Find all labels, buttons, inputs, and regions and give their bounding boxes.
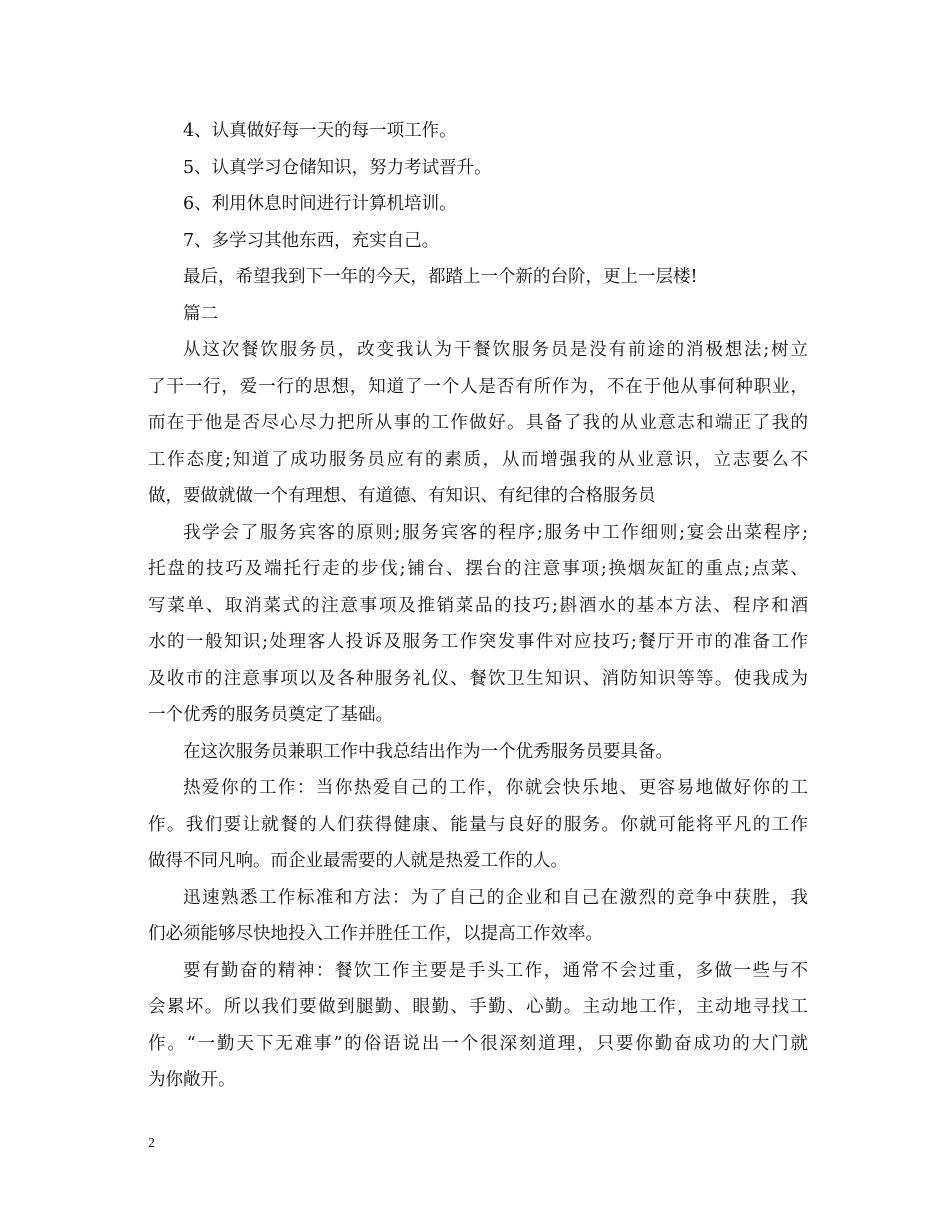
text-line: 写菜单、取消菜式的注意事项及推销菜品的技巧;斟酒水的基本方法、程序和酒 <box>148 595 808 616</box>
text-line: 们必须能够尽快地投入工作并胜任工作，以提高工作效率。 <box>148 924 603 944</box>
text-line: 7、多学习其他东西，充实自己。 <box>183 230 440 251</box>
text-line: 6、利用休息时间进行计算机培训。 <box>183 194 457 214</box>
text-line: 要有勤奋的精神：餐饮工作主要是手头工作，通常不会过重，多做一些与不 <box>183 960 808 981</box>
text-line: 了干一行，爱一行的思想，知道了一个人是否有所作为，不在于他从事何种职业， <box>148 376 808 397</box>
text-line: 5、认真学习仓储知识，努力考试晋升。 <box>183 157 492 178</box>
text-line: 托盘的技巧及端托行走的步伐;铺台、摆台的注意事项;换烟灰缸的重点;点菜、 <box>148 559 808 579</box>
text-line: 最后，希望我到下一年的今天，都踏上一个新的台阶，更上一层楼! <box>183 267 698 287</box>
text-line: 做得不同凡响。而企业最需要的人就是热爱工作的人。 <box>148 851 568 871</box>
text-line: 我学会了服务宾客的原则;服务宾客的程序;服务中工作细则;宴会出菜程序; <box>183 522 808 543</box>
text-line: 作。我们要让就餐的人们获得健康、能量与良好的服务。你就可能将平凡的工作 <box>148 814 808 835</box>
text-line: 篇二 <box>183 303 218 324</box>
text-line: 做，要做就做一个有理想、有道德、有知识、有纪律的合格服务员 <box>148 486 656 506</box>
text-line: 水的一般知识;处理客人投诉及服务工作突发事件对应技巧;餐厅开市的准备工作 <box>148 632 808 652</box>
text-line: 工作态度;知道了成功服务员应有的素质，从而增强我的从业意识，立志要么不 <box>148 449 808 470</box>
text-line: 为你敞开。 <box>148 1070 236 1090</box>
document-body <box>148 113 808 1099</box>
text-line: 在这次服务员兼职工作中我总结出作为一个优秀服务员要具备。 <box>183 741 673 762</box>
text-line: 会累坏。所以我们要做到腿勤、眼勤、手勤、心勤。主动地工作，主动地寻找工 <box>148 997 808 1017</box>
text-line: 4、认真做好每一天的每一项工作。 <box>183 121 457 141</box>
text-line: 迅速熟悉工作标准和方法：为了自己的企业和自己在激烈的竞争中获胜，我 <box>183 887 808 908</box>
text-line: 及收市的注意事项以及各种服务礼仪、餐饮卫生知识、消防知识等等。使我成为 <box>148 668 808 689</box>
page-number: 2 <box>148 1136 155 1151</box>
text-line: 一个优秀的服务员奠定了基础。 <box>148 705 393 725</box>
text-line: 而在于他是否尽心尽力把所从事的工作做好。具备了我的从业意志和端正了我的 <box>148 413 808 433</box>
text-line: 从这次餐饮服务员，改变我认为干餐饮服务员是没有前途的消极想法;树立 <box>183 340 808 360</box>
text-line: 热爱你的工作：当你热爱自己的工作，你就会快乐地、更容易地做好你的工 <box>183 778 808 798</box>
text-line: 作。“一勤天下无难事”的俗语说出一个很深刻道理，只要你勤奋成功的大门就 <box>148 1033 808 1054</box>
